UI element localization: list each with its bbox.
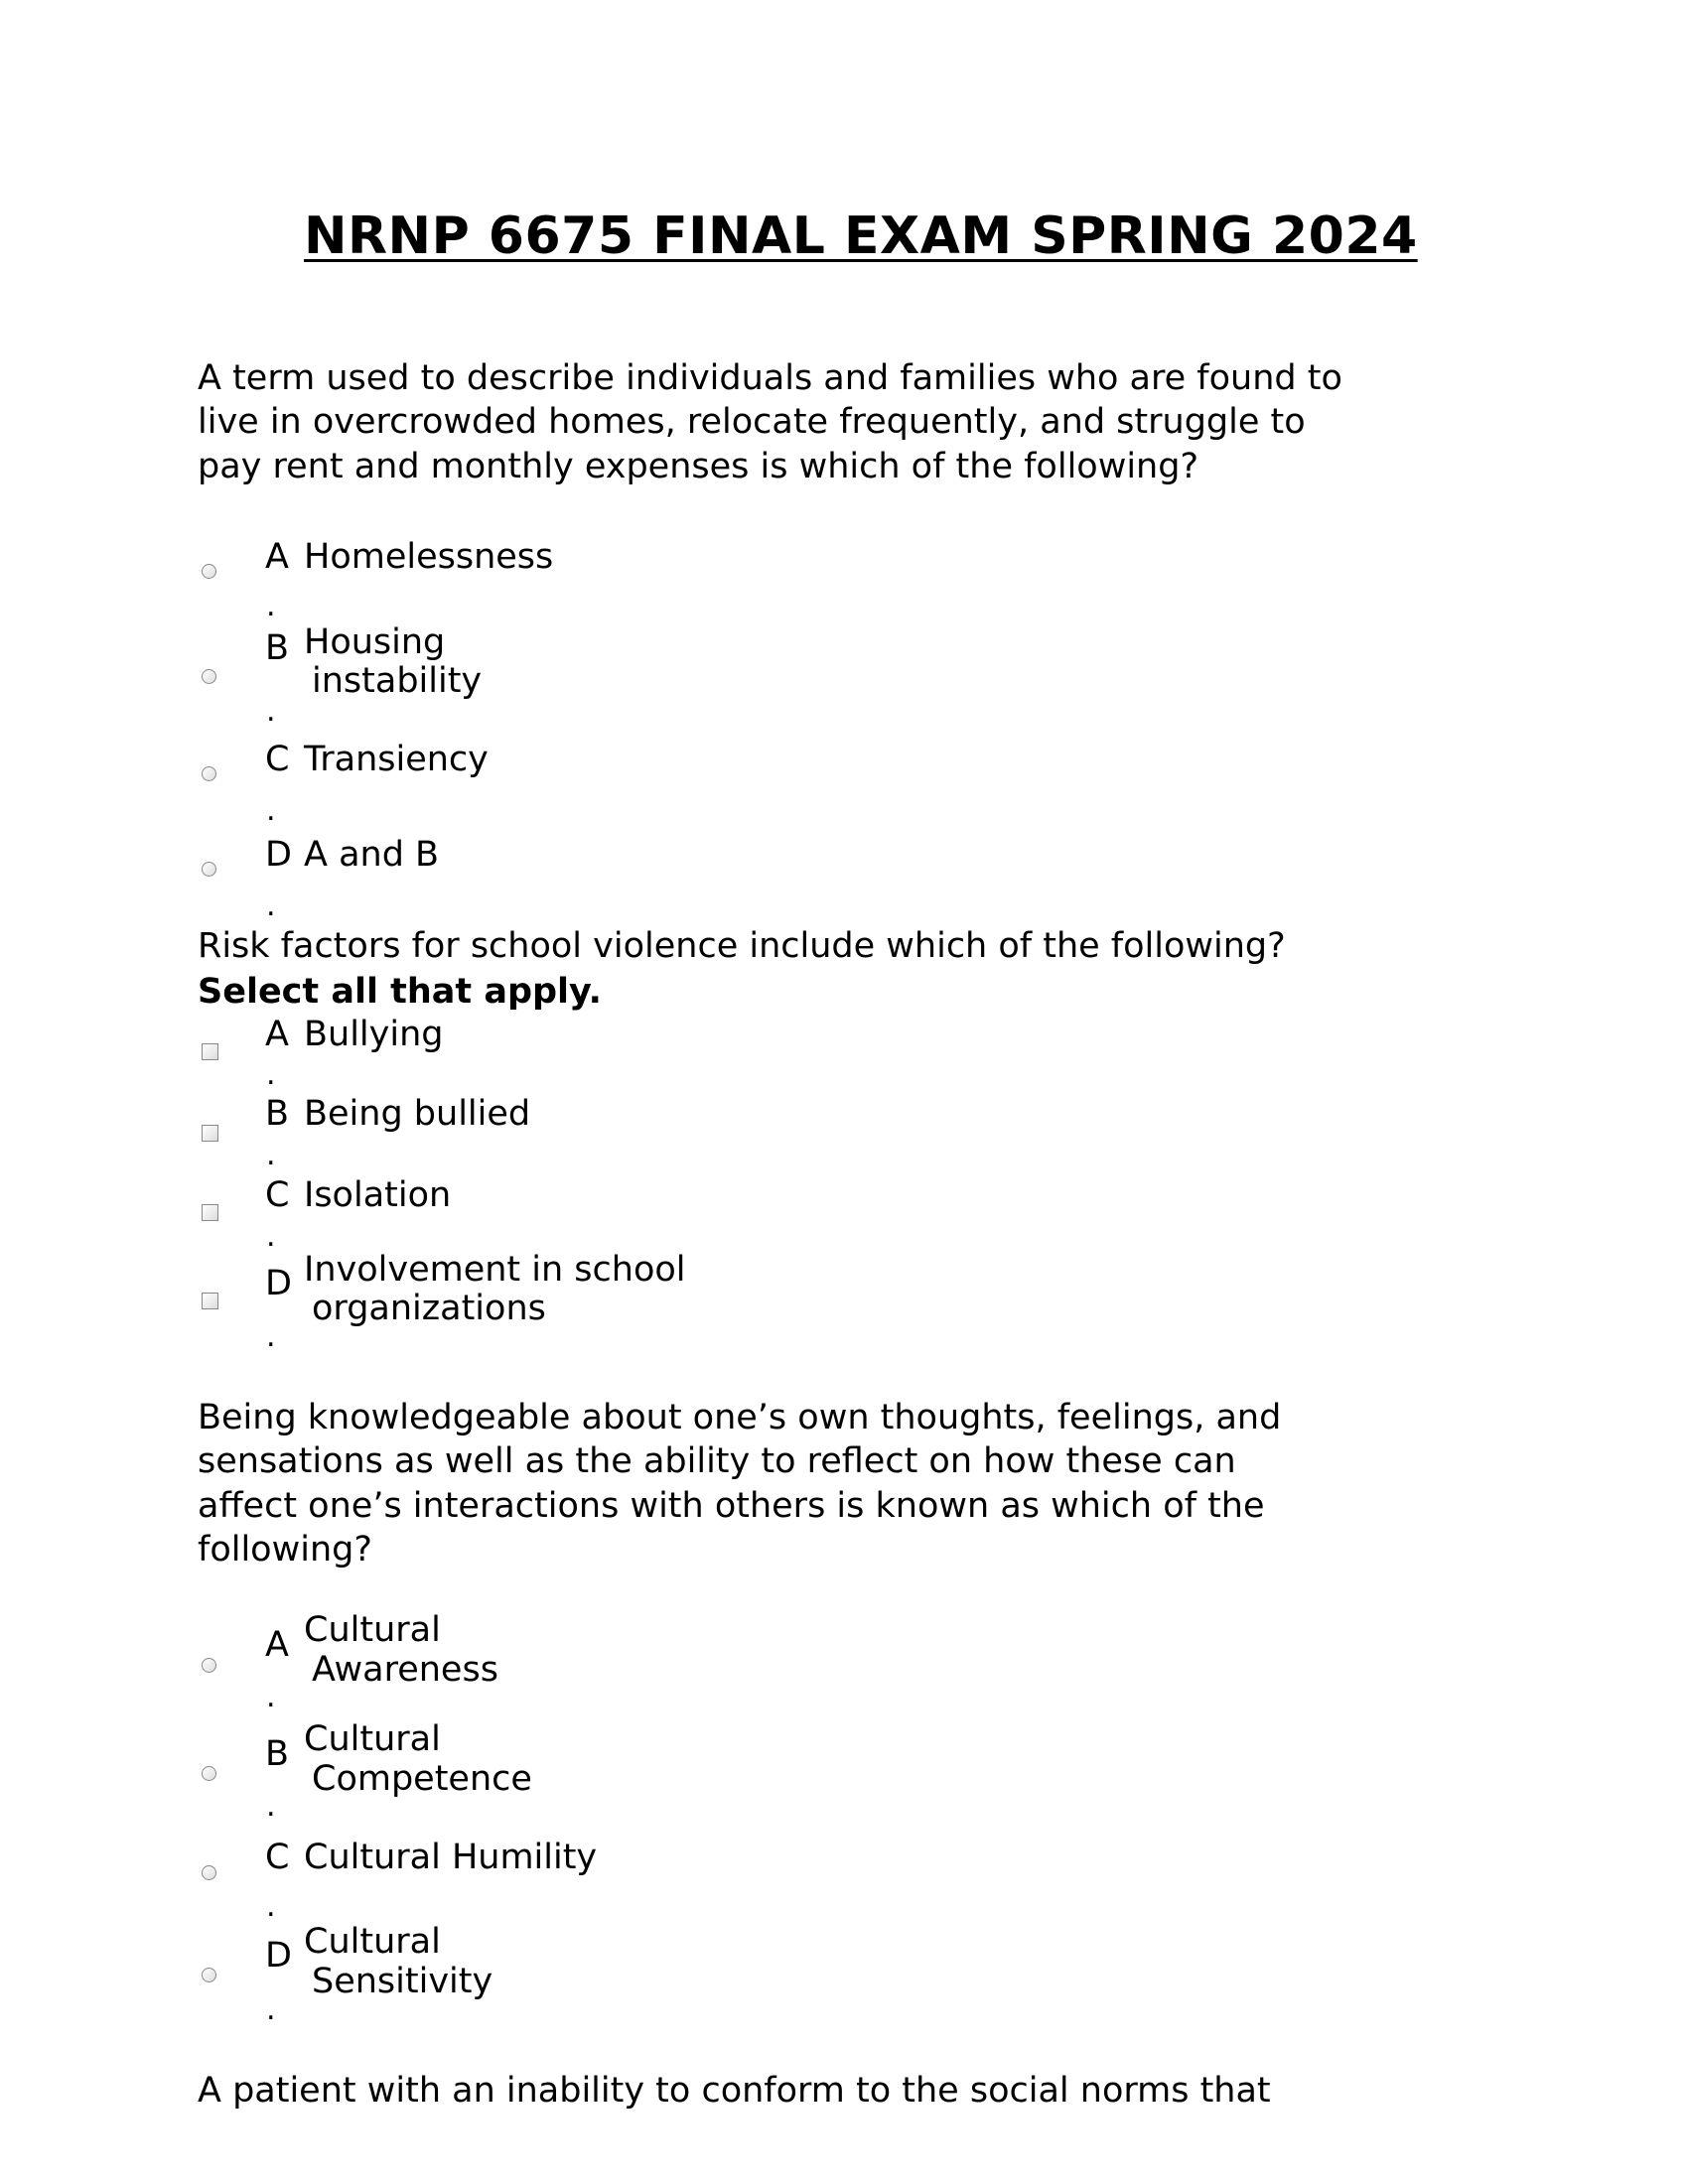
option-label: Cultural [304,1610,441,1650]
question-text: sensations as well as the ability to reflect on how these can [198,1441,1236,1481]
question-text: Being knowledgeable about one’s own thoughts, feelings, and [198,1398,1282,1437]
radio-option-a[interactable] [202,564,216,579]
checkbox-option-b[interactable] [202,1125,218,1142]
option-label: A and B [304,835,440,875]
option-dot: . [266,1219,276,1254]
option-dot: . [266,694,276,729]
radio-option-d[interactable] [202,1968,216,1982]
question-4-text: A patient with an inability to conform to the social norms that [198,2071,1271,2111]
question-text: A term used to describe individuals and families who are found to [198,358,1342,398]
checkbox-option-d[interactable] [202,1293,218,1309]
option-letter: D [265,1264,292,1303]
radio-option-b[interactable] [202,669,216,684]
option-letter: D [265,1936,292,1976]
radio-option-c[interactable] [202,766,216,781]
option-dot: . [266,1992,276,2027]
option-label: Housing [304,622,446,662]
option-label: organizations [312,1289,546,1328]
option-label: Homelessness [304,537,554,577]
option-label: Isolation [304,1175,452,1215]
page-title: NRNP 6675 FINAL EXAM SPRING 2024 [304,206,1418,266]
option-dot: . [266,589,276,623]
option-dot: . [266,1057,276,1092]
option-dot: . [266,1138,276,1172]
checkbox-option-a[interactable] [202,1043,218,1060]
option-label: Bullying [304,1015,444,1054]
option-letter: D [265,835,292,875]
question-text: pay rent and monthly expenses is which of the following? [198,447,1199,486]
option-letter: A [265,1625,289,1665]
option-dot: . [266,1789,276,1824]
option-dot: . [266,1680,276,1714]
question-text: affect one’s interactions with others is known as which of the [198,1486,1265,1526]
question-text: Risk factors for school violence include which of the following? [198,926,1286,966]
option-label: Cultural Humility [304,1838,598,1877]
option-label: Involvement in school [304,1250,686,1290]
option-label: Being bullied [304,1094,531,1134]
option-letter: B [265,1734,290,1774]
option-letter: C [265,740,290,779]
option-dot: . [266,793,276,828]
option-label: instability [312,661,483,701]
radio-option-c[interactable] [202,1865,216,1880]
option-label: Cultural [304,1922,441,1962]
option-dot: . [266,888,276,923]
option-label: Competence [312,1759,532,1799]
question-text: following? [198,1530,372,1570]
option-label: Cultural [304,1719,441,1759]
option-letter: B [265,628,290,668]
option-letter: B [265,1094,290,1134]
option-letter: A [265,537,289,577]
option-dot: . [266,1889,276,1924]
option-label: Sensitivity [312,1962,493,2001]
radio-option-d[interactable] [202,862,216,877]
option-dot: . [266,1319,276,1354]
checkbox-option-c[interactable] [202,1204,218,1221]
option-label: Transiency [304,740,489,779]
radio-option-a[interactable] [202,1658,216,1673]
radio-option-b[interactable] [202,1766,216,1781]
option-label: Awareness [312,1650,498,1690]
question-text: live in overcrowded homes, relocate frequently, and struggle to [198,402,1306,442]
option-letter: C [265,1175,290,1215]
option-letter: C [265,1838,290,1877]
option-letter: A [265,1015,289,1054]
question-instruction: Select all that apply. [198,972,602,1012]
